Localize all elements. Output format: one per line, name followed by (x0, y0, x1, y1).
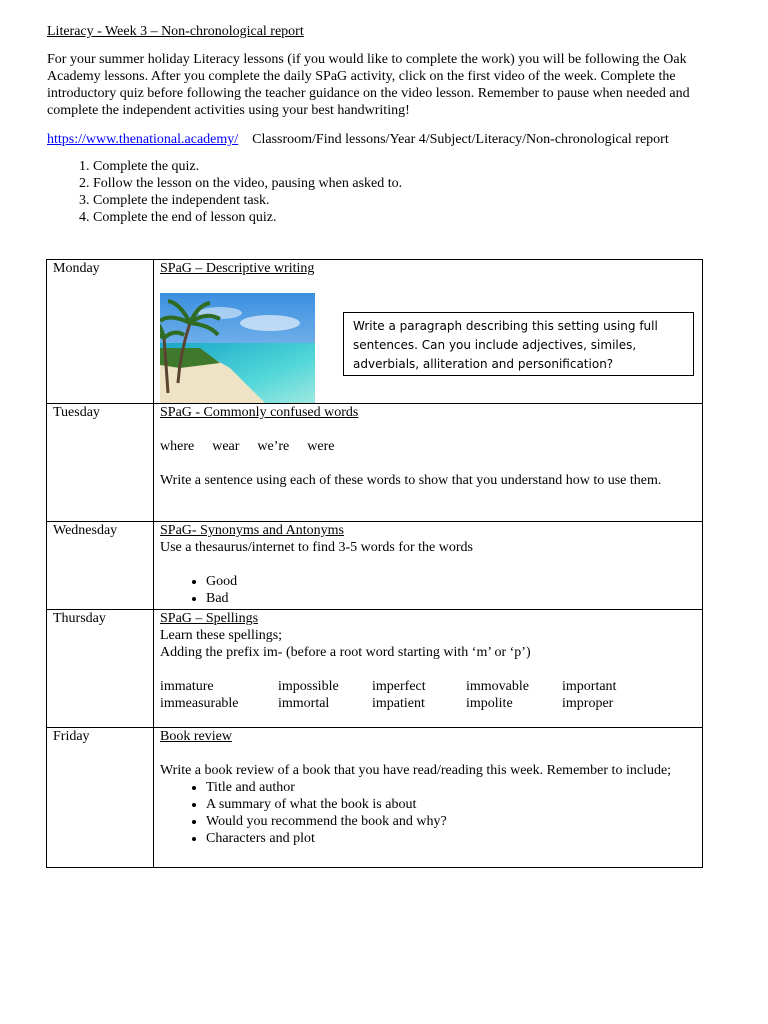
step-item: 4. Complete the end of lesson quiz. (93, 209, 715, 226)
monday-task-box: Write a paragraph describing this setting using full sentences. Can you include adjectives, similes, adverbials, alliteration and personification? (343, 312, 694, 376)
list-item: • Bad (206, 590, 696, 607)
page-title: Literacy - Week 3 – Non-chronological report (47, 24, 304, 39)
friday-heading: Book review (160, 729, 232, 744)
lesson-path: Classroom/Find lessons/Year 4/Subject/Literacy/Non-chronological report (252, 132, 669, 147)
spelling-word: important (562, 679, 617, 694)
word: wear (212, 439, 240, 454)
spelling-word: imperfect (372, 679, 426, 694)
word: we’re (257, 439, 290, 454)
day-label: Thursday (47, 610, 154, 728)
friday-instruction: Write a book review of a book that you have read/reading this week. Remember to include; (160, 763, 672, 778)
spelling-row (160, 678, 696, 695)
thursday-heading: SPaG – Spellings (160, 611, 259, 626)
steps-list (47, 158, 715, 226)
day-label: Tuesday (47, 404, 154, 522)
day-label: Wednesday (47, 522, 154, 610)
tuesday-content (154, 404, 703, 522)
step-item: 1. Complete the quiz. (93, 158, 715, 175)
list-item: • Would you recommend the book and why? (206, 813, 696, 830)
spelling-row (160, 695, 696, 712)
beach-image (160, 293, 315, 403)
friday-list (160, 779, 696, 847)
tuesday-instruction: Write a sentence using each of these words to show that you understand how to use them. (160, 473, 662, 488)
friday-content (154, 728, 703, 868)
wednesday-list (160, 573, 696, 607)
spelling-word: immature (160, 679, 214, 694)
spelling-word: improper (562, 696, 614, 711)
oak-academy-link[interactable]: https://www.thenational.academy/ (47, 132, 239, 147)
day-label: Friday (47, 728, 154, 868)
thursday-content (154, 610, 703, 728)
intro-paragraph: For your summer holiday Literacy lessons (if you would like to complete the work) you will be following the Oak Academy lessons. After you complete the daily SPaG activity, click on the first video of the week. Complete the introductory quiz before following the teacher guidance on the video lesson. Remember to pause when needed and complete the independent activities using your best handwriting! (47, 52, 690, 118)
wednesday-instruction: Use a thesaurus/internet to find 3-5 words for the words (160, 540, 473, 555)
document-page (47, 23, 715, 226)
thursday-line1: Learn these spellings; (160, 628, 283, 643)
list-item: • A summary of what the book is about (206, 796, 696, 813)
confused-words (160, 438, 696, 455)
list-item: • Characters and plot (206, 830, 696, 847)
list-item: • Title and author (206, 779, 696, 796)
step-item: 3. Complete the independent task. (93, 192, 715, 209)
monday-heading: SPaG – Descriptive writing (160, 261, 315, 276)
wednesday-content (154, 522, 703, 610)
day-label: Monday (47, 260, 154, 404)
spelling-word: immeasurable (160, 696, 239, 711)
spelling-word: immortal (278, 696, 330, 711)
step-item: 2. Follow the lesson on the video, pausing when asked to. (93, 175, 715, 192)
word: were (307, 439, 335, 454)
list-item: • Good (206, 573, 696, 590)
word: where (160, 439, 195, 454)
wednesday-heading: SPaG- Synonyms and Antonyms (160, 523, 344, 538)
row-friday (47, 728, 703, 868)
row-wednesday (47, 522, 703, 610)
spelling-word: impatient (372, 696, 425, 711)
tuesday-heading: SPaG - Commonly confused words (160, 405, 359, 420)
spelling-word: impossible (278, 679, 339, 694)
spelling-word: impolite (466, 696, 513, 711)
spelling-word: immovable (466, 679, 529, 694)
row-thursday (47, 610, 703, 728)
link-line (47, 131, 715, 148)
thursday-line2: Adding the prefix im- (before a root word starting with ‘m’ or ‘p’) (160, 645, 531, 660)
row-tuesday (47, 404, 703, 522)
